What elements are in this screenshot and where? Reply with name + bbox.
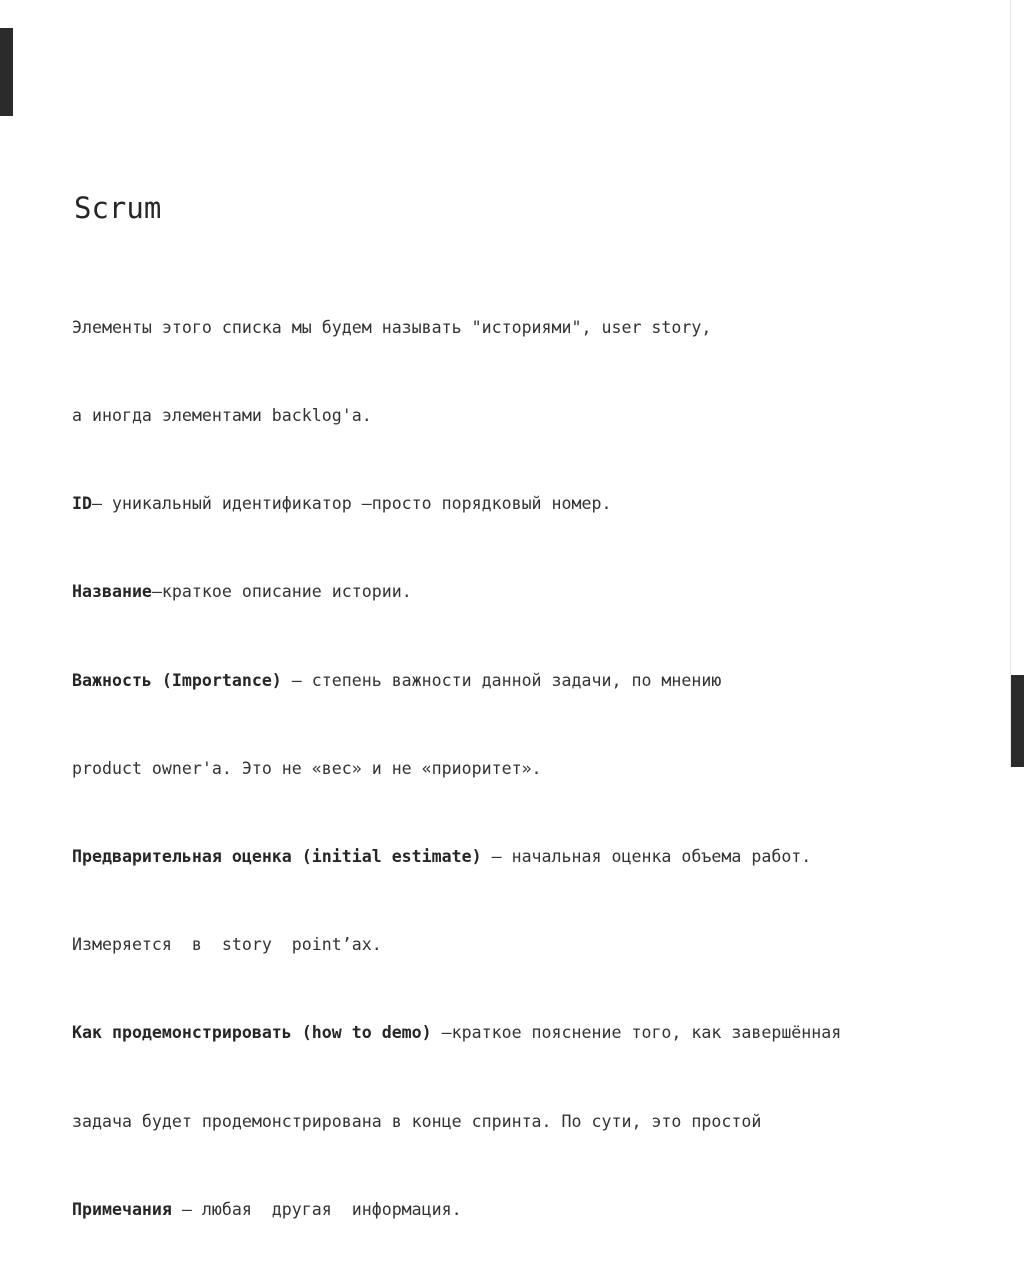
body-line [72,1107,972,1136]
slide-title: Scrum [74,191,162,225]
body-line [72,842,972,871]
slide-body [72,254,972,1283]
body-line-text: –краткое пояснение того, как завершённая [431,1023,842,1043]
body-line [72,1195,972,1224]
body-line [72,489,972,518]
slide-right-edge [1010,0,1011,767]
body-line-text: – степень важности данной задачи, по мнению [281,670,722,690]
body-line-term: Название [72,582,152,602]
body-line-text: а иногда элементами backlog'а. [72,406,372,426]
body-line-text: –краткое описание истории. [151,582,412,602]
decorative-bar-top-left [0,28,13,116]
body-line-term: Предварительная оценка (initial estimate) [72,847,482,867]
body-line-text: product owner'а. Это не «вес» и не «приоритет». [72,758,542,778]
body-line-text: – любая другая информация. [171,1199,462,1219]
body-line-text: Измеряется в story point’ах. [72,935,382,955]
body-line-text: – начальная оценка объема работ. [481,847,812,867]
body-line [72,1018,972,1047]
body-line-text: Элементы этого списка мы будем называть "историями", user story, [72,317,712,337]
body-line [72,401,972,430]
body-line [72,754,972,783]
body-line-term: Как продемонстрировать (how to demo) [72,1023,432,1043]
body-line [72,666,972,695]
body-line-text: задача будет продемонстрирована в конце спринта. По сути, это простой [72,1111,762,1131]
body-line-term: Важность (Importance) [72,670,282,690]
body-line [72,313,972,342]
body-line-term: ID [72,494,92,514]
decorative-bar-bottom-right [1011,675,1024,767]
body-line-term: Примечания [72,1199,172,1219]
body-line [72,577,972,606]
body-line [72,930,972,959]
body-line-text: – уникальный идентификатор –просто порядковый номер. [91,494,612,514]
